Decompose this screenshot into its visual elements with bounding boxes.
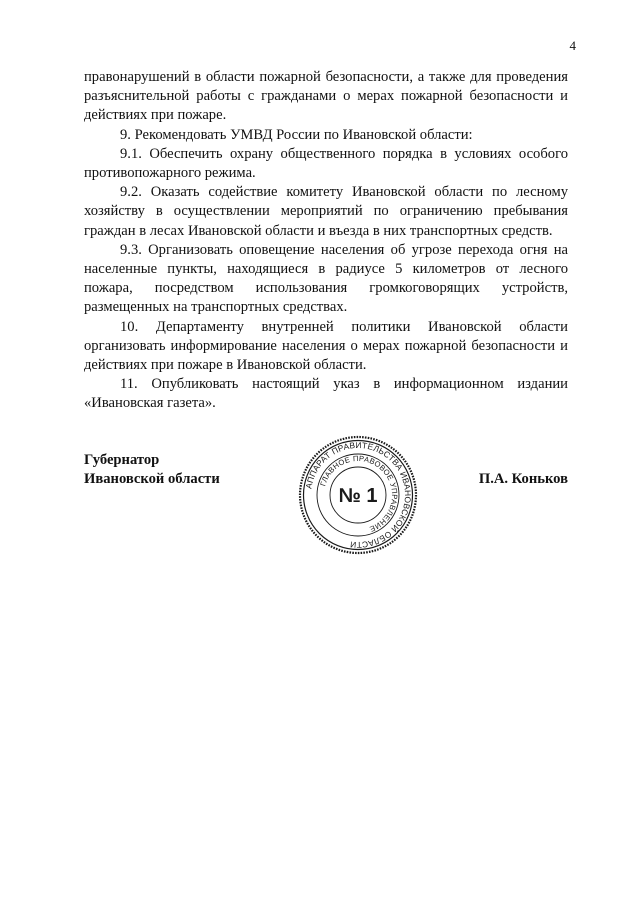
paragraph-item-9-2: 9.2. Оказать содействие комитету Ивановской области по лесному хозяйству в осуществлении мероприятий по ограничению пребывания граждан в лесах Ивановской области и въезда в них транспортных средств. — [84, 184, 568, 239]
signature-position-line-1: Губернатор — [84, 452, 160, 468]
seal-graphic — [297, 434, 419, 556]
paragraph-item-9-3: 9.3. Организовать оповещение населения об угрозе перехода огня на населенные пункты, находящиеся в радиусе 5 километров от лесного пожара, посредством использования громкоговорящих устройств, размещенных на транспортных средствах. — [84, 241, 568, 316]
seal-outer-text: АППАРАТ ПРАВИТЕЛЬСТВА ИВАНОВСКОЙ ОБЛАСТИ — [303, 439, 414, 551]
paragraph-item-9: 9. Рекомендовать УМВД России по Ивановской области: — [120, 126, 473, 143]
page-number: 4 — [569, 38, 576, 53]
signature-position-line-2: Ивановской области — [84, 471, 220, 488]
signatory-name: П.А. Коньков — [478, 471, 568, 487]
signature-position — [84, 451, 220, 489]
paragraph-item-11: 11. Опубликовать настоящий указ в информационном издании «Ивановская газета». — [84, 376, 568, 412]
seal-inner-text: ГЛАВНОЕ ПРАВОВОЕ УПРАВЛЕНИЕ — [318, 453, 400, 534]
paragraph-item-9-1: 9.1. Обеспечить охрану общественного порядка в условиях особого противопожарного режима. — [84, 145, 568, 182]
paragraph-continuation: правонарушений в области пожарной безопасности, а также для проведения разъяснительной работы с гражданами о мерах пожарной безопасности и действиях при пожаре. — [84, 69, 568, 124]
official-seal — [297, 434, 419, 556]
paragraph-item-10: 10. Департаменту внутренней политики Ивановской области организовать информирование населения о мерах пожарной безопасности и действиях при пожаре в Ивановской области. — [84, 318, 568, 374]
seal-number: № 1 — [338, 485, 378, 507]
document-body — [84, 68, 568, 414]
